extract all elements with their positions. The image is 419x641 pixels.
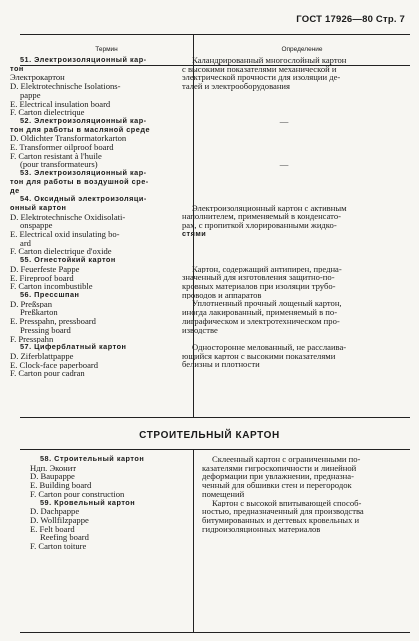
- term-line: F. Carton pour construction: [30, 489, 125, 499]
- term-line: Ндп. Эконит: [30, 463, 77, 473]
- term-line: onspappe: [20, 221, 53, 231]
- term-line: E. Building board: [30, 481, 92, 490]
- definition-line: помещений: [202, 489, 245, 499]
- definition-line: с высокими показателями механической и: [182, 64, 337, 74]
- definition-line: Картон, содержащий антипирен, предна-: [192, 264, 342, 274]
- term-column: [10, 56, 172, 378]
- column-divider: [193, 450, 194, 632]
- term-line: тон: [10, 64, 24, 73]
- term-line: 58. Строительный картон: [40, 455, 145, 463]
- term-line: тон для работы в воздушной сре-: [10, 177, 149, 186]
- definition-column: [182, 56, 386, 369]
- term-line: D. Preßspan: [10, 299, 53, 309]
- definition-line: Односторонне мелованный, не расслаива-: [192, 342, 347, 352]
- definition-line: стями: [182, 229, 207, 238]
- term-line: 51. Электроизоляционный кар-: [20, 56, 147, 64]
- term-line: 57. Циферблатный картон: [20, 343, 127, 352]
- definition-line: битумированных и дегтевых кровельных и: [202, 515, 360, 525]
- term-line: Электрокартон: [10, 73, 65, 83]
- definition-line: изводстве: [182, 325, 218, 335]
- construction-table: [20, 449, 410, 633]
- term-line: онный картон: [10, 203, 67, 212]
- term-line: 59. Кровельный картон: [40, 498, 136, 507]
- term-line: F. Carton dielectrique d'oxide: [10, 247, 112, 257]
- term-line: тон для работы в масляной среде: [10, 125, 151, 134]
- definition-line: талей и электрооборудования: [182, 82, 290, 91]
- spacer: [182, 134, 386, 143]
- definition-line: Уплотненный прочный лощеный картон,: [192, 299, 342, 309]
- term-line: 56. Прессшпан: [20, 290, 80, 299]
- term-line: pappe: [20, 90, 41, 100]
- term-line: Pressing board: [20, 325, 71, 335]
- term-line: E. Fireproof board: [10, 273, 74, 283]
- definition-line: наполнителем, применяемый в конденсато-: [182, 212, 341, 222]
- spacer: [182, 169, 386, 178]
- term-line: (pour transformateurs): [20, 160, 98, 170]
- definition-line: —: [279, 116, 289, 126]
- spacer: [182, 100, 386, 109]
- definition-line: кровных материалов при изоляции трубо-: [182, 282, 336, 291]
- term-line: F. Carton pour cadran: [10, 369, 85, 379]
- term-line: 55. Огнестойкий картон: [20, 256, 116, 265]
- definition-line: ющийся картон с высокими показателями: [182, 351, 336, 361]
- term-line: F. Carton resistant à l'huile: [10, 151, 102, 161]
- spacer: [182, 126, 386, 135]
- definition-line: белизны и плотности: [182, 360, 260, 370]
- term-line: E. Clock-face paperboard: [10, 360, 99, 370]
- term-line: D. Elektrotechnische Isolations-: [10, 82, 121, 91]
- spacer: [182, 108, 386, 117]
- header-term: Термин: [95, 46, 118, 53]
- term-line: 54. Оксидный электроизоляци-: [20, 195, 147, 204]
- definition-line: казателями гигроскопичности и линейной: [202, 463, 357, 473]
- term-line: E. Presspahn, pressboard: [10, 317, 96, 326]
- definition-line: проводов и аппаратов: [182, 290, 262, 300]
- definition-column: [202, 455, 406, 533]
- spacer: [182, 195, 386, 204]
- term-line: E. Transformer oilproof board: [10, 143, 114, 152]
- definition-line: иногда лакированный, применяемый в по-: [182, 308, 338, 317]
- term-line: Reefing board: [40, 533, 89, 543]
- term-column: [30, 455, 192, 551]
- definition-line: ченный для обшивки стен и перегородок: [202, 481, 352, 490]
- definition-line: —: [279, 160, 289, 170]
- term-line: D. Baupappe: [30, 472, 75, 482]
- term-line: D. Feuerfeste Pappe: [10, 264, 80, 274]
- term-line: D. Oldichter Transformatorkarton: [10, 134, 127, 144]
- definition-line: гидроизоляционных материалов: [202, 524, 321, 534]
- definition-line: рах, с пропиткой хлорированными жидко-: [182, 221, 337, 230]
- spacer: [182, 152, 386, 161]
- term-line: D. Ziferblattpappe: [10, 351, 74, 361]
- term-line: D. Dachpappe: [30, 507, 80, 516]
- term-line: 52. Электроизоляционный кар-: [20, 116, 147, 125]
- spacer: [182, 334, 386, 343]
- term-line: D. Wollfilzpappe: [30, 515, 89, 525]
- definition-line: Склеенный картон с ограниченными по-: [212, 455, 361, 464]
- definition-line: Электроизоляционный картон с активным: [192, 203, 347, 213]
- definition-line: значенный для изготовления защитно-по-: [182, 273, 335, 283]
- definition-line: лиграфическом и электротехническом про-: [182, 316, 340, 326]
- spacer: [182, 143, 386, 152]
- definition-line: деформации при увлажнении, предназна-: [202, 472, 354, 482]
- spacer: [182, 256, 386, 265]
- term-line: F. Presspahn: [10, 334, 54, 344]
- term-line: ard: [20, 238, 31, 248]
- term-line: E. Electrical oxid insulating bo-: [10, 230, 120, 239]
- running-header: ГОСТ 17926—80 Стр. 7: [296, 14, 405, 25]
- term-line: D. Elektrotechnische Oxidisolati-: [10, 212, 126, 222]
- spacer: [182, 239, 386, 248]
- header-definition: Определение: [281, 46, 323, 53]
- spacer: [182, 247, 386, 256]
- definition-line: ностью, предназначенный для производства: [202, 507, 364, 516]
- definition-line: электрической прочности для изоляции де-: [182, 73, 341, 83]
- term-line: F. Carton incombustible: [10, 282, 93, 291]
- term-line: Preßkarton: [20, 308, 58, 318]
- term-line: F. Carton dielectrique: [10, 108, 85, 117]
- spacer: [182, 91, 386, 100]
- term-line: F. Carton toiture: [30, 542, 87, 551]
- term-line: 53. Электроизоляционный кар-: [20, 169, 147, 178]
- term-line: E. Felt board: [30, 524, 75, 534]
- term-line: E. Electrical insulation board: [10, 99, 111, 109]
- definition-line: Картон с высокой впитывающей способ-: [212, 498, 362, 508]
- spacer: [182, 178, 386, 187]
- definition-line: Каландрированный многослойный картон: [192, 56, 347, 65]
- term-line: де: [10, 186, 20, 195]
- spacer: [182, 186, 386, 195]
- section-title: СТРОИТЕЛЬНЫЙ КАРТОН: [139, 430, 280, 441]
